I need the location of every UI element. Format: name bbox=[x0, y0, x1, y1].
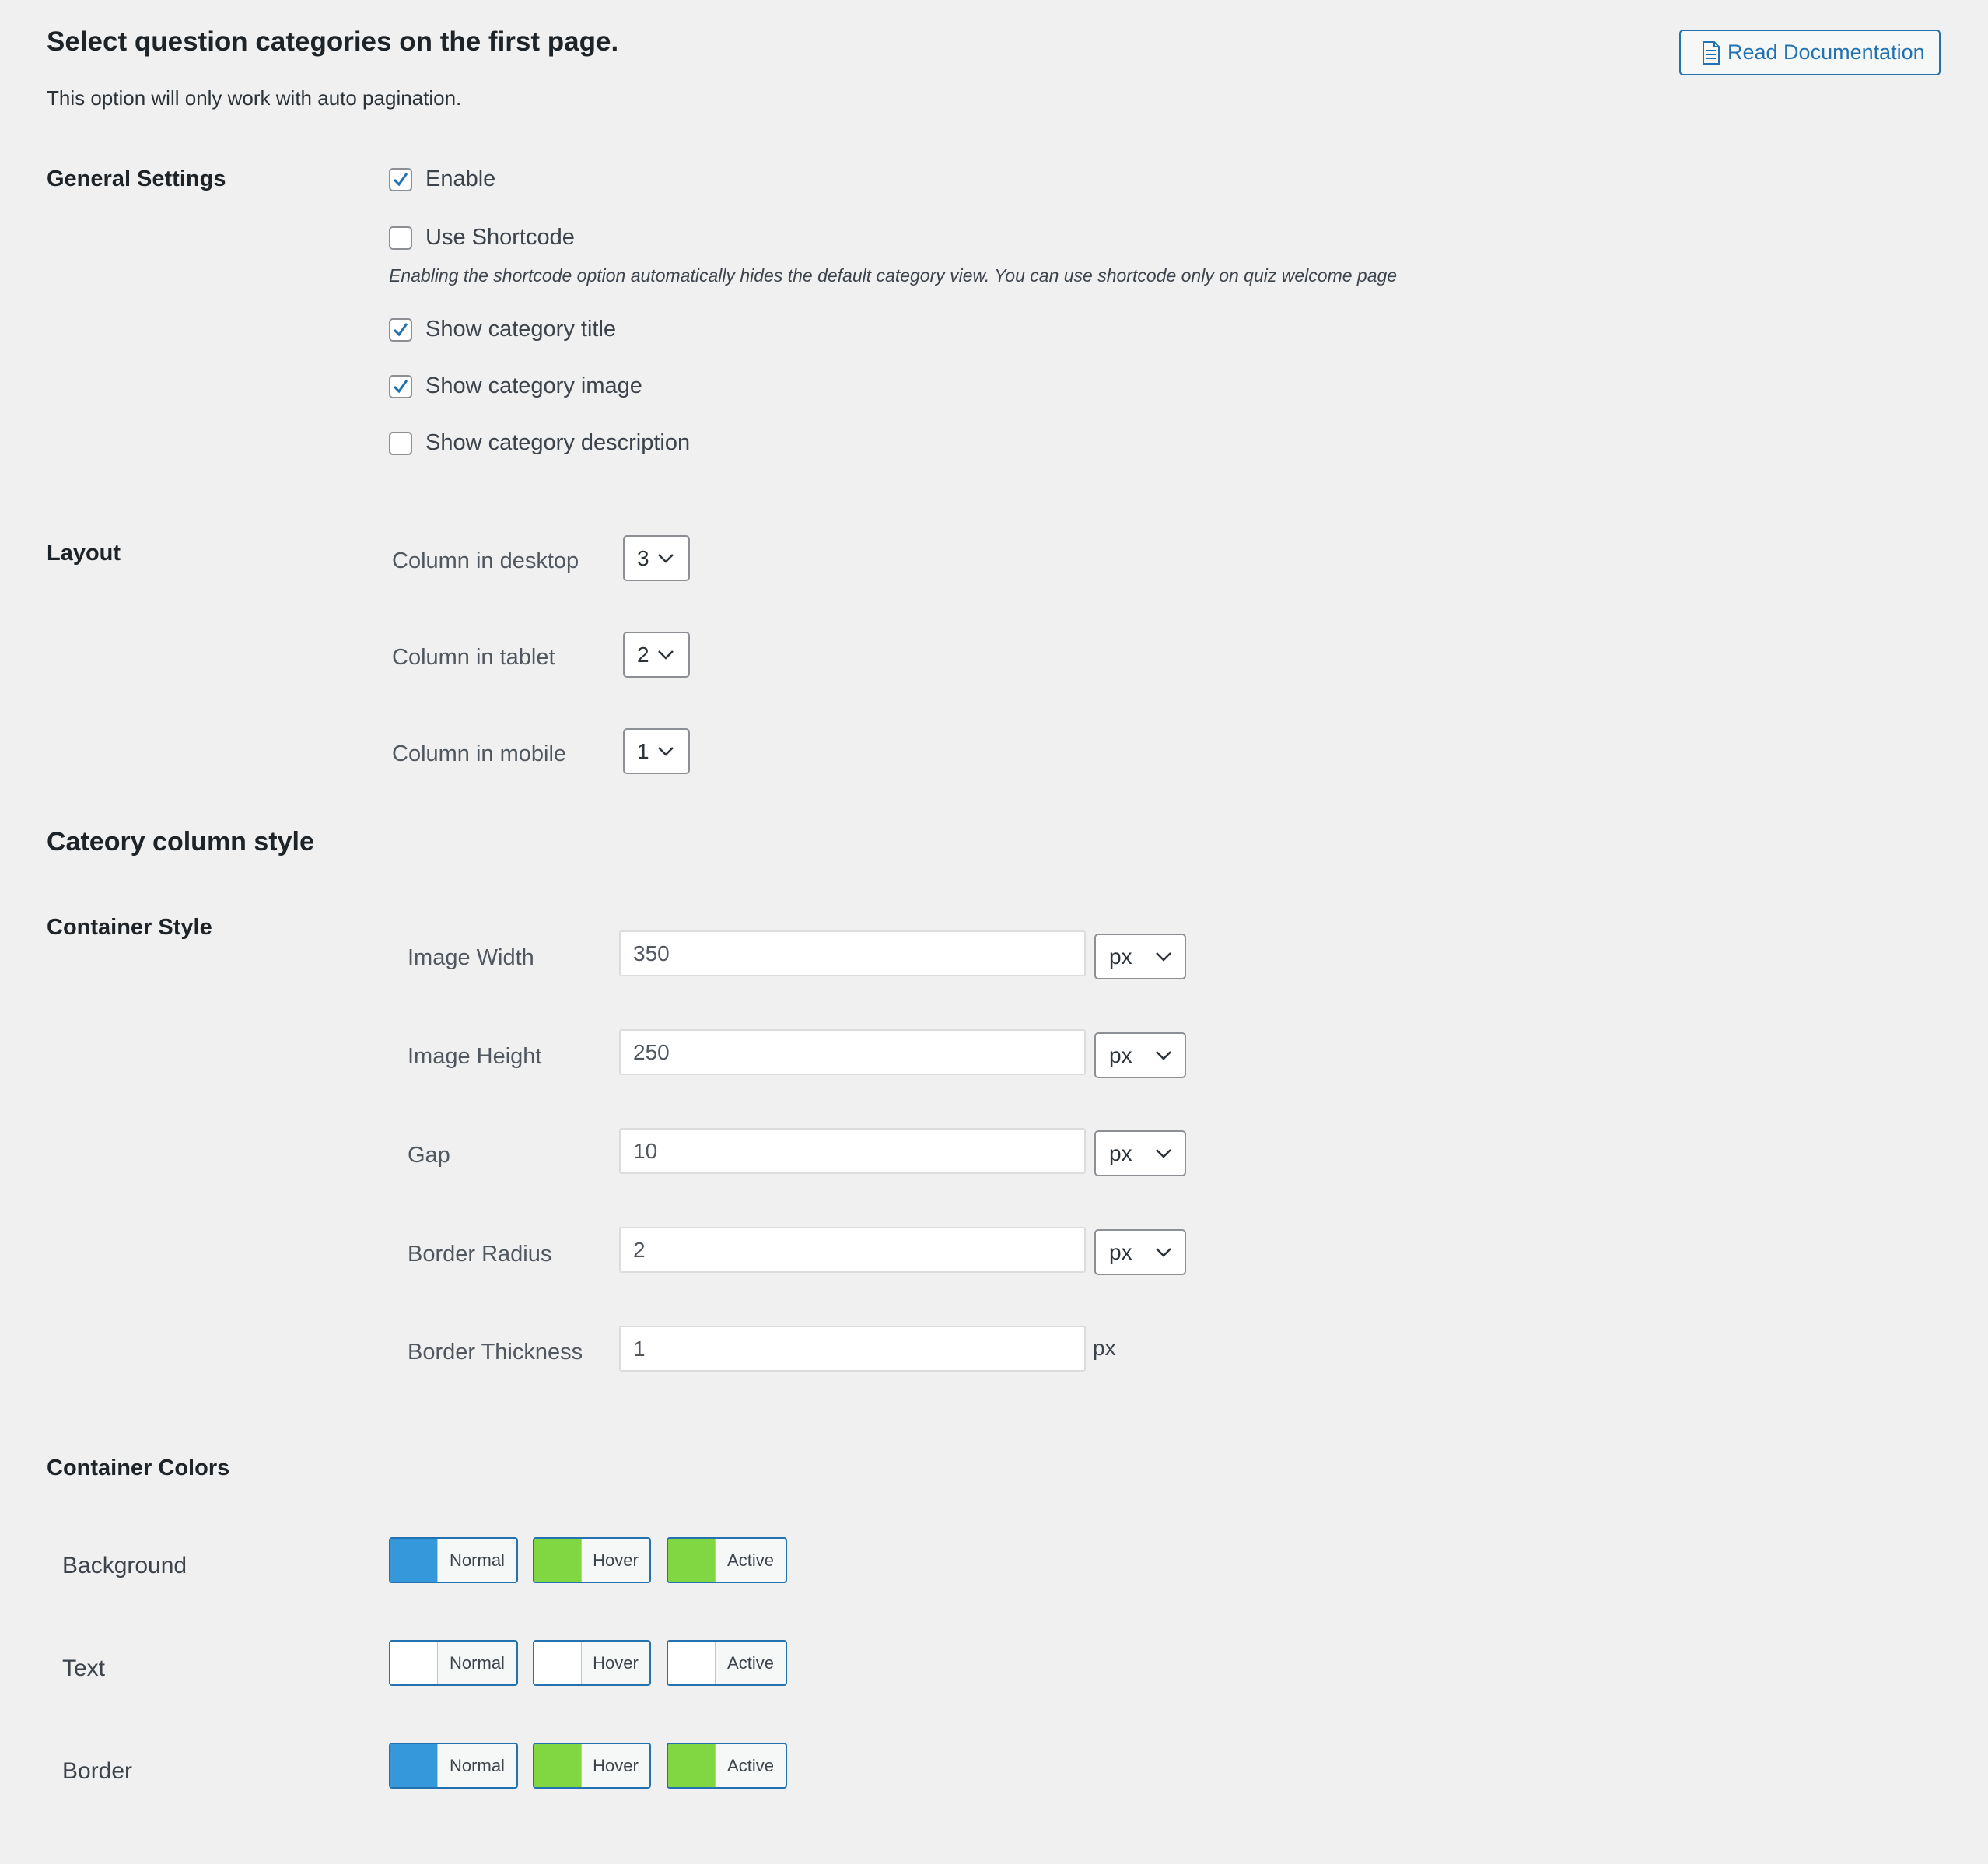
image-width-input[interactable]: 350 bbox=[619, 930, 1086, 976]
show-image-checkbox[interactable] bbox=[389, 375, 412, 398]
border-normal-swatch[interactable] bbox=[389, 1743, 518, 1789]
border-radius-unit-select[interactable] bbox=[1094, 1229, 1186, 1275]
checkmark-icon bbox=[390, 170, 411, 190]
color-preview bbox=[390, 1642, 438, 1684]
swatch-label: Active bbox=[727, 1652, 774, 1673]
read-documentation-label: Read Documentation bbox=[1727, 40, 1925, 64]
container-style-label: Container Style bbox=[47, 915, 212, 940]
column-style-heading: Cateory column style bbox=[47, 827, 314, 857]
gap-input[interactable]: 10 bbox=[619, 1128, 1086, 1174]
column-desktop-select[interactable] bbox=[623, 535, 690, 581]
document-icon bbox=[1701, 41, 1721, 65]
background-color-label: Background bbox=[62, 1553, 187, 1578]
image-height-input[interactable]: 250 bbox=[619, 1029, 1086, 1075]
swatch-label: Normal bbox=[450, 1550, 505, 1570]
gap-label: Gap bbox=[408, 1143, 450, 1168]
image-height-unit-select[interactable] bbox=[1094, 1032, 1186, 1078]
show-image-label: Show category image bbox=[425, 373, 642, 398]
gap-unit-select[interactable] bbox=[1094, 1130, 1186, 1176]
chevron-down-icon bbox=[657, 650, 674, 660]
swatch-label: Normal bbox=[450, 1652, 505, 1673]
swatch-label: Active bbox=[727, 1550, 774, 1570]
background-normal-swatch[interactable] bbox=[389, 1537, 518, 1583]
color-preview bbox=[534, 1744, 582, 1787]
swatch-label: Hover bbox=[593, 1550, 639, 1570]
image-width-unit-select[interactable] bbox=[1094, 934, 1186, 979]
border-color-label: Border bbox=[62, 1758, 133, 1784]
border-radius-label: Border Radius bbox=[408, 1242, 552, 1267]
page-subtitle: This option will only work with auto pagination. bbox=[47, 86, 462, 110]
page-title: Select question categories on the first page. bbox=[47, 26, 619, 57]
column-mobile-select[interactable] bbox=[623, 728, 690, 774]
color-preview bbox=[390, 1744, 438, 1787]
column-desktop-value: 3 bbox=[637, 545, 649, 570]
color-preview bbox=[390, 1539, 438, 1582]
swatch-label: Hover bbox=[593, 1755, 639, 1775]
column-tablet-select[interactable] bbox=[623, 632, 690, 678]
border-thickness-label: Border Thickness bbox=[408, 1340, 583, 1365]
image-width-label: Image Width bbox=[408, 945, 534, 970]
chevron-down-icon bbox=[1155, 1050, 1172, 1061]
show-title-label: Show category title bbox=[425, 317, 617, 342]
layout-label: Layout bbox=[47, 541, 121, 566]
border-radius-unit: px bbox=[1109, 1239, 1132, 1264]
enable-option[interactable] bbox=[389, 166, 495, 192]
swatch-label: Normal bbox=[450, 1755, 505, 1775]
color-preview bbox=[534, 1539, 582, 1582]
chevron-down-icon bbox=[1155, 1148, 1172, 1159]
enable-label: Enable bbox=[425, 166, 496, 191]
border-active-swatch[interactable] bbox=[667, 1743, 787, 1789]
border-radius-input[interactable]: 2 bbox=[619, 1227, 1086, 1273]
checkmark-icon bbox=[390, 320, 411, 340]
swatch-label: Active bbox=[727, 1755, 774, 1775]
text-active-swatch[interactable] bbox=[667, 1640, 787, 1686]
chevron-down-icon bbox=[657, 553, 674, 564]
color-preview bbox=[534, 1642, 582, 1684]
text-hover-swatch[interactable] bbox=[533, 1640, 651, 1686]
chevron-down-icon bbox=[1155, 1247, 1172, 1258]
gap-unit: px bbox=[1109, 1140, 1132, 1165]
show-description-option[interactable] bbox=[389, 430, 690, 456]
background-active-swatch[interactable] bbox=[667, 1537, 787, 1583]
enable-checkbox[interactable] bbox=[389, 168, 412, 191]
chevron-down-icon bbox=[1155, 951, 1172, 962]
show-description-label: Show category description bbox=[425, 430, 691, 455]
use-shortcode-checkbox[interactable] bbox=[389, 226, 412, 250]
text-color-label: Text bbox=[62, 1656, 106, 1681]
show-title-checkbox[interactable] bbox=[389, 318, 412, 342]
column-desktop-label: Column in desktop bbox=[392, 548, 579, 573]
general-settings-label: General Settings bbox=[47, 166, 226, 191]
color-preview bbox=[668, 1744, 716, 1787]
checkmark-icon bbox=[390, 377, 411, 397]
swatch-label: Hover bbox=[593, 1652, 639, 1673]
read-documentation-button[interactable] bbox=[1679, 30, 1941, 75]
show-image-option[interactable] bbox=[389, 373, 642, 399]
border-thickness-input[interactable]: 1 bbox=[619, 1326, 1086, 1372]
column-mobile-label: Column in mobile bbox=[392, 741, 567, 766]
column-tablet-label: Column in tablet bbox=[392, 645, 555, 670]
image-height-unit: px bbox=[1109, 1042, 1132, 1067]
shortcode-hint: Enabling the shortcode option automatically hides the default category view. You can use shortcode only on quiz welcome page bbox=[389, 265, 1398, 286]
image-width-unit: px bbox=[1109, 944, 1132, 969]
show-description-checkbox[interactable] bbox=[389, 432, 412, 455]
container-colors-label: Container Colors bbox=[47, 1456, 230, 1480]
background-hover-swatch[interactable] bbox=[533, 1537, 651, 1583]
use-shortcode-option[interactable] bbox=[389, 225, 575, 251]
border-hover-swatch[interactable] bbox=[533, 1743, 651, 1789]
column-mobile-value: 1 bbox=[637, 738, 649, 763]
image-height-label: Image Height bbox=[408, 1044, 542, 1069]
show-title-option[interactable] bbox=[389, 317, 616, 342]
color-preview bbox=[668, 1539, 716, 1582]
border-thickness-unit: px bbox=[1093, 1336, 1116, 1360]
use-shortcode-label: Use Shortcode bbox=[425, 225, 575, 250]
chevron-down-icon bbox=[657, 746, 674, 757]
color-preview bbox=[668, 1642, 716, 1684]
text-normal-swatch[interactable] bbox=[389, 1640, 518, 1686]
column-tablet-value: 2 bbox=[637, 642, 649, 667]
